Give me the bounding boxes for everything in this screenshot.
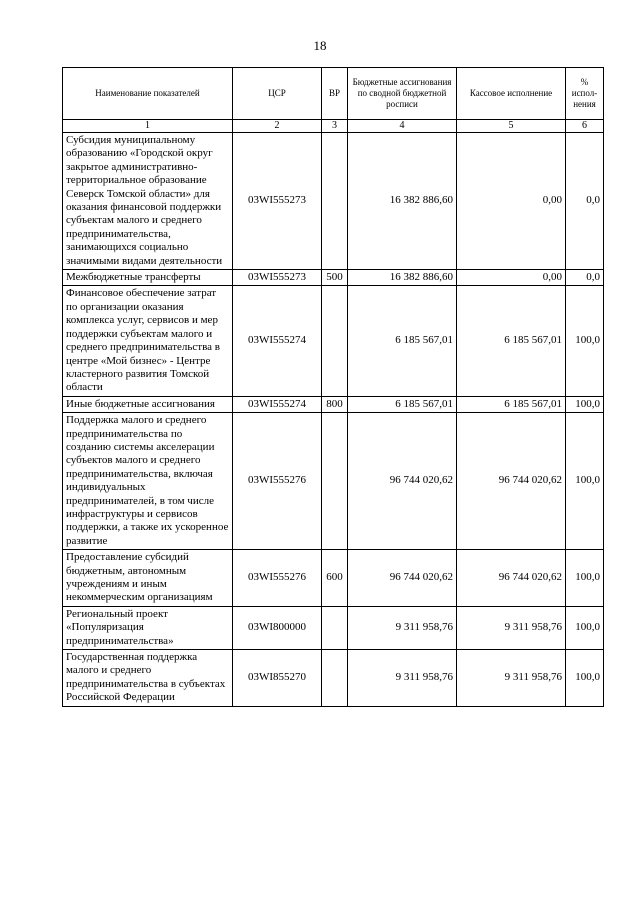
csr-code: 03WI555273 [233, 270, 322, 286]
cash-amount: 96 744 020,62 [457, 413, 566, 550]
vr-code: 600 [322, 550, 348, 607]
budget-amount: 96 744 020,62 [348, 413, 457, 550]
budget-amount: 16 382 886,60 [348, 133, 457, 270]
header-indicator-name: Наименование показателей [63, 68, 233, 120]
cash-amount: 6 185 567,01 [457, 286, 566, 396]
vr-code: 800 [322, 396, 348, 412]
execution-percent: 100,0 [566, 550, 604, 607]
header-vr: ВР [322, 68, 348, 120]
column-index: 4 [348, 120, 457, 133]
page-number: 18 [313, 38, 327, 53]
cash-amount: 9 311 958,76 [457, 650, 566, 707]
vr-code [322, 650, 348, 707]
table-row [63, 286, 604, 396]
indicator-name: Поддержка малого и среднего предпринимательства по созданию системы акселерации субъектов малого и среднего предпринимательства, включая индивидуальных предпринимателей, в том числе инфраструктуры и сервисов поддержки, а также их ускоренное развитие [63, 413, 233, 550]
table-row [63, 396, 604, 412]
csr-code: 03WI800000 [233, 606, 322, 649]
cash-amount: 9 311 958,76 [457, 606, 566, 649]
header-cash-execution: Кассовое исполнение [457, 68, 566, 120]
budget-amount: 9 311 958,76 [348, 650, 457, 707]
budget-execution-table [62, 67, 604, 707]
execution-percent: 100,0 [566, 606, 604, 649]
cash-amount: 0,00 [457, 133, 566, 270]
indicator-name: Региональный проект «Популяризация предпринимательства» [63, 606, 233, 649]
budget-amount: 6 185 567,01 [348, 286, 457, 396]
execution-percent: 0,0 [566, 133, 604, 270]
vr-code [322, 606, 348, 649]
budget-amount: 9 311 958,76 [348, 606, 457, 649]
budget-amount: 6 185 567,01 [348, 396, 457, 412]
table-row [63, 606, 604, 649]
column-index: 1 [63, 120, 233, 133]
header-percent-execution: % испол-нения [566, 68, 604, 120]
column-index: 2 [233, 120, 322, 133]
budget-amount: 96 744 020,62 [348, 550, 457, 607]
cash-amount: 0,00 [457, 270, 566, 286]
column-index: 6 [566, 120, 604, 133]
csr-code: 03WI555274 [233, 396, 322, 412]
indicator-name: Государственная поддержка малого и среднего предпринимательства в субъектах Российской Федерации [63, 650, 233, 707]
csr-code: 03WI555276 [233, 413, 322, 550]
execution-percent: 100,0 [566, 396, 604, 412]
header-budget-allocations: Бюджетные ассигнования по сводной бюджетной росписи [348, 68, 457, 120]
indicator-name: Субсидия муниципальному образованию «Городской округ закрытое административно-территориальное образование Северск Томской области» для оказания финансовой поддержки субъектам малого и среднего предпринимательства, занимающихся социально значимыми видами деятельности [63, 133, 233, 270]
cash-amount: 6 185 567,01 [457, 396, 566, 412]
execution-percent: 100,0 [566, 286, 604, 396]
column-index-row [63, 120, 604, 133]
csr-code: 03WI555274 [233, 286, 322, 396]
indicator-name: Предоставление субсидий бюджетным, автономным учреждениям и иным некоммерческим организациям [63, 550, 233, 607]
table-header-row [63, 68, 604, 120]
column-index: 5 [457, 120, 566, 133]
table-row [63, 413, 604, 550]
header-csr: ЦСР [233, 68, 322, 120]
table-row [63, 650, 604, 707]
indicator-name: Межбюджетные трансферты [63, 270, 233, 286]
csr-code: 03WI855270 [233, 650, 322, 707]
indicator-name: Иные бюджетные ассигнования [63, 396, 233, 412]
table-row [63, 550, 604, 607]
table-row [63, 270, 604, 286]
table-row [63, 133, 604, 270]
csr-code: 03WI555273 [233, 133, 322, 270]
cash-amount: 96 744 020,62 [457, 550, 566, 607]
vr-code: 500 [322, 270, 348, 286]
column-index: 3 [322, 120, 348, 133]
vr-code [322, 286, 348, 396]
vr-code [322, 413, 348, 550]
indicator-name: Финансовое обеспечение затрат по организации оказания комплекса услуг, сервисов и мер поддержки субъектам малого и среднего предпринимательства в центре «Мой бизнес» - Центре кластерного развития Томской области [63, 286, 233, 396]
execution-percent: 0,0 [566, 270, 604, 286]
csr-code: 03WI555276 [233, 550, 322, 607]
budget-amount: 16 382 886,60 [348, 270, 457, 286]
execution-percent: 100,0 [566, 650, 604, 707]
vr-code [322, 133, 348, 270]
execution-percent: 100,0 [566, 413, 604, 550]
